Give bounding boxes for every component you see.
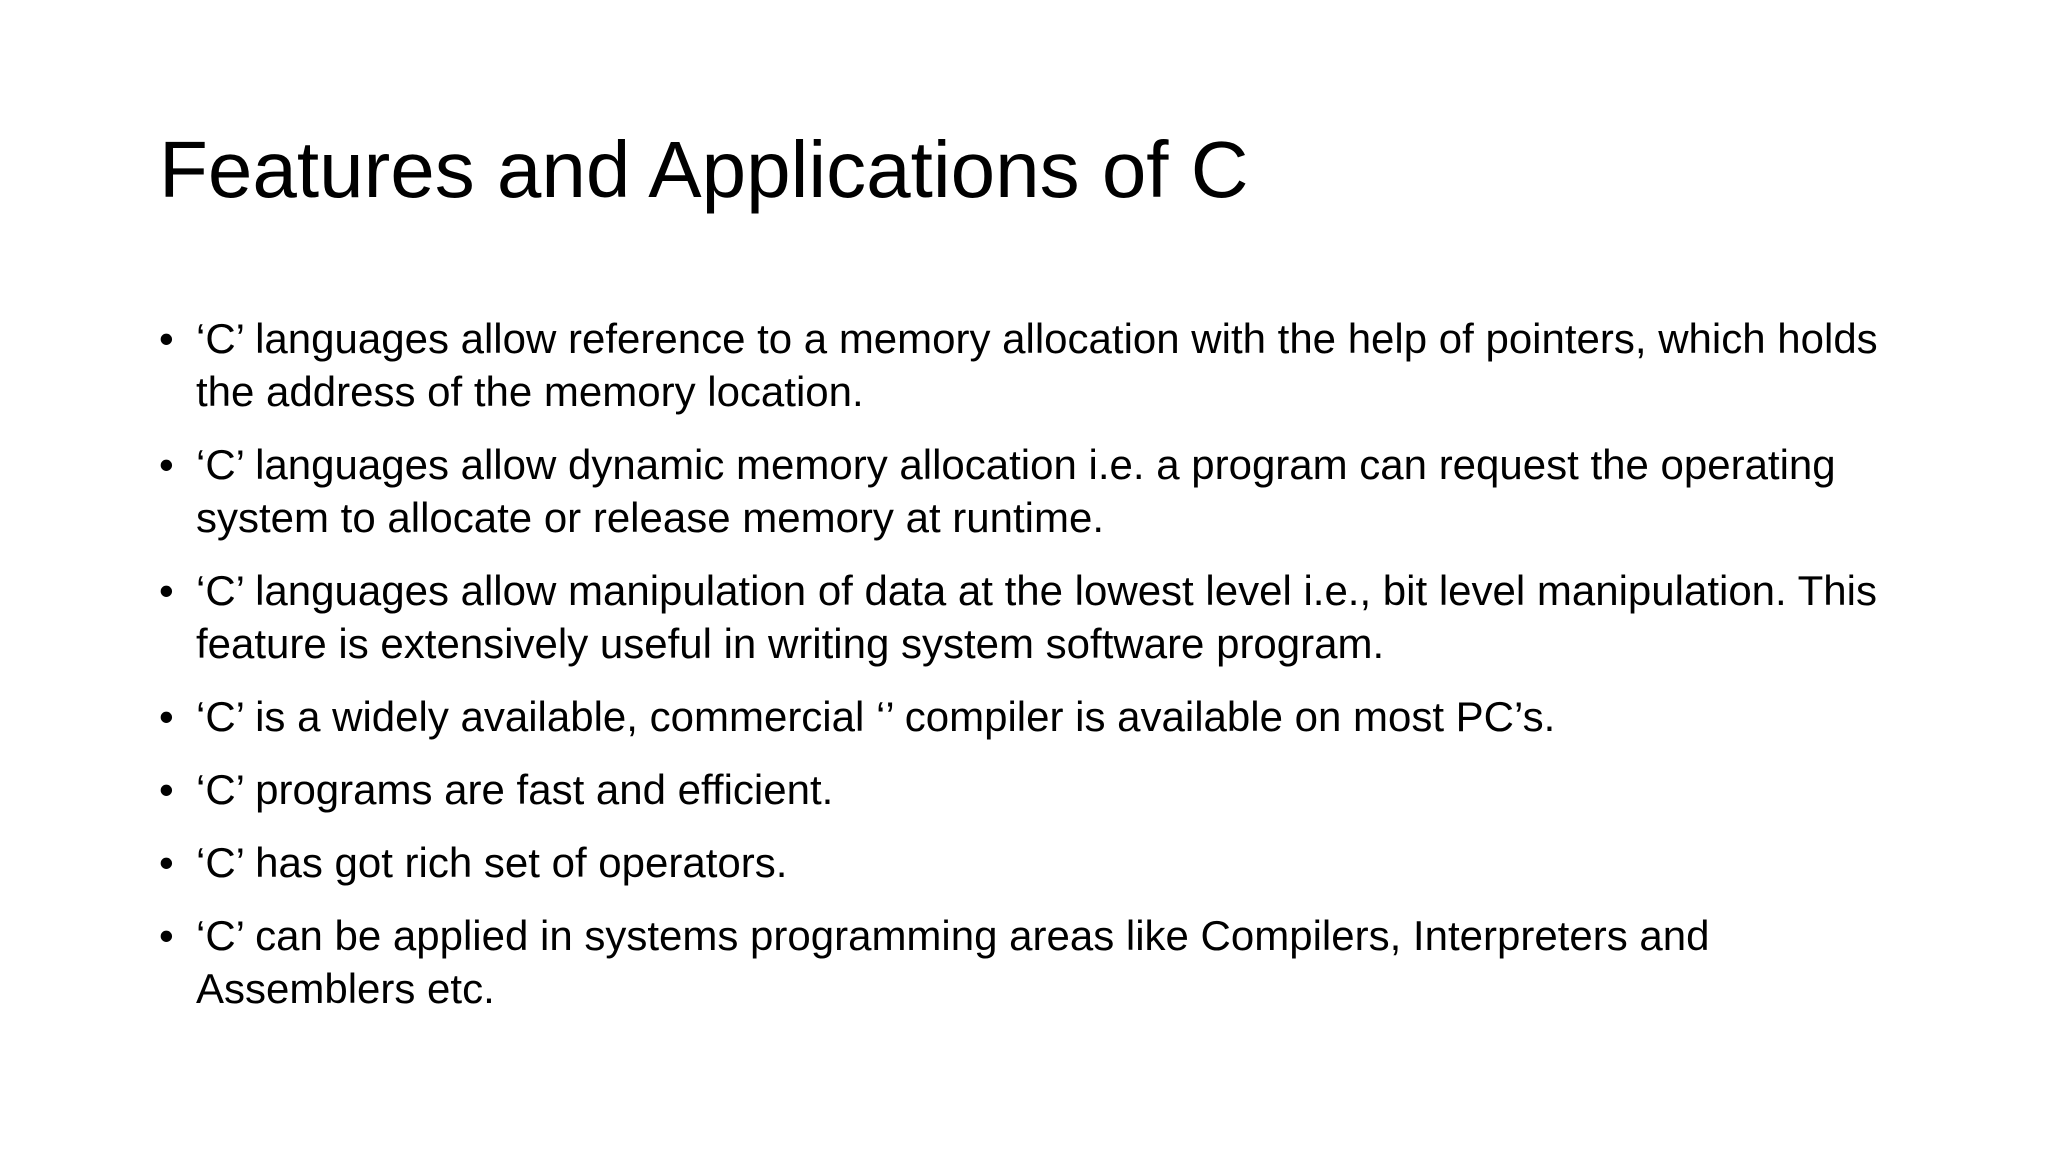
bullet-item-dynamic-memory (159, 438, 1919, 544)
bullet-dot-icon: • (159, 839, 174, 886)
bullet-dot-icon: • (159, 567, 174, 614)
bullet-dot-icon: • (159, 693, 174, 740)
bullet-text: ‘C’ languages allow manipulation of data at the lowest level i.e., bit level manipulation. This feature is extensively useful in writing system software program. (196, 567, 1877, 667)
bullet-list (159, 312, 1919, 1035)
bullet-text: ‘C’ programs are fast and efficient. (196, 766, 834, 813)
bullet-text: ‘C’ languages allow dynamic memory allocation i.e. a program can request the operating system to allocate or release memory at runtime. (196, 441, 1836, 541)
bullet-text: ‘C’ can be applied in systems programming areas like Compilers, Interpreters and Assemblers etc. (196, 912, 1710, 1012)
bullet-text: ‘C’ is a widely available, commercial ‘’ compiler is available on most PC’s. (196, 693, 1556, 740)
bullet-item-bit-manipulation (159, 564, 1919, 670)
bullet-dot-icon: • (159, 912, 174, 959)
bullet-item-operators (159, 836, 1919, 889)
bullet-dot-icon: • (159, 766, 174, 813)
bullet-dot-icon: • (159, 441, 174, 488)
slide-title: Features and Applications of C (159, 125, 1249, 214)
bullet-text: ‘C’ has got rich set of operators. (196, 839, 788, 886)
bullet-dot-icon: • (159, 315, 174, 362)
bullet-item-systems-programming (159, 909, 1919, 1015)
bullet-text: ‘C’ languages allow reference to a memory allocation with the help of pointers, which holds the address of the memory location. (196, 315, 1878, 415)
bullet-item-fast-efficient (159, 763, 1919, 816)
bullet-item-availability (159, 690, 1919, 743)
bullet-item-pointers (159, 312, 1919, 418)
